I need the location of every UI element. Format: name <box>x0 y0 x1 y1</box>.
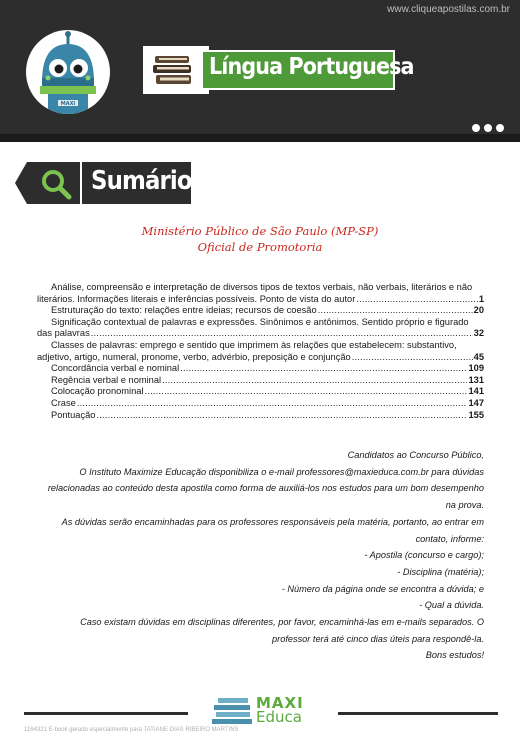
toc-leader-dots <box>318 305 473 317</box>
message-line: As dúvidas serão encaminhadas para os professores responsáveis pela matéria, portanto, ao entrar em <box>61 516 484 527</box>
books-icon <box>151 52 195 88</box>
toc-page-number: 109 <box>468 363 484 374</box>
site-url: www.cliqueapostilas.com.br <box>387 4 510 15</box>
toc-page-number: 131 <box>468 374 484 385</box>
message-line: professor terá até cinco dias úteis para respondê-la. <box>272 633 484 644</box>
toc-page-number: 147 <box>468 397 484 408</box>
toc-item-text: Classes de palavras: emprego e sentido que imprimem às relações que estabelecem: substantivo, <box>51 339 457 350</box>
subject-title: Língua Portuguesa <box>209 54 414 80</box>
message-line: - Disciplina (matéria); <box>397 566 484 577</box>
logo-educa-text: Educa <box>256 708 302 726</box>
toc-page-number: 45 <box>473 351 484 362</box>
toc-leader-dots <box>91 328 473 340</box>
message-line: contato, informe: <box>415 533 484 544</box>
message-line: relacionadas ao conteúdo desta apostila como forma de auxiliá-los nos estudos para um bom desempenho <box>47 483 484 494</box>
dot <box>472 124 480 132</box>
toc-leader-dots <box>162 375 467 387</box>
toc-item[interactable] <box>37 363 484 375</box>
support-message <box>40 447 484 664</box>
toc-leader-dots <box>145 386 468 398</box>
toc-item-text: literários. Informações literais e inferências possíveis. Ponto de vista do autor <box>37 293 356 304</box>
section-title: Sumário <box>91 166 192 196</box>
more-dots-icon[interactable] <box>472 124 504 132</box>
toc-item-text: Estruturação do texto: relações entre ideias; recursos de coesão <box>51 305 317 316</box>
dot <box>484 124 492 132</box>
header-bottom-strip <box>0 134 520 142</box>
toc-item[interactable] <box>37 305 484 317</box>
sumario-banner <box>15 162 191 204</box>
toc-item[interactable] <box>37 282 484 305</box>
subject-icon-tab <box>143 46 209 94</box>
message-line: - Número da página onde se encontra a dúvida; e <box>281 583 484 594</box>
toc-page-number: 1 <box>478 293 484 304</box>
header-band <box>0 0 520 142</box>
toc-item[interactable] <box>37 398 484 410</box>
table-of-contents <box>37 282 484 421</box>
toc-leader-dots <box>96 410 467 422</box>
toc-item-text: das palavras <box>37 328 90 339</box>
footer-divider-right <box>338 712 498 715</box>
toc-item-text: adjetivo, artigo, numeral, pronome, verbo, advérbio, preposição e conjunção <box>37 351 351 362</box>
robot-mascot-icon <box>26 30 110 114</box>
message-line: Candidatos ao Concurso Público, <box>347 450 484 460</box>
toc-page-number: 141 <box>468 386 484 397</box>
message-line: Caso existam dúvidas em disciplinas diferentes, por favor, encaminhá-las em e-mails separados. O <box>80 617 484 628</box>
contest-name: Ministério Público de São Paulo (MP-SP) <box>141 224 379 238</box>
toc-page-number: 32 <box>473 328 484 339</box>
toc-leader-dots <box>352 352 473 364</box>
ebook-footnote: 1164321 E-book gerado especialmente para TATIANE DIAS RIBEIRO MARTINS <box>24 727 239 733</box>
message-line: O Instituto Maximize Educação disponibiliza o e-mail professores@maxieduca.com.br para dúvidas <box>79 466 484 477</box>
dot <box>496 124 504 132</box>
toc-leader-dots <box>356 294 478 306</box>
subject-banner <box>143 46 414 94</box>
contest-position: Oficial de Promotoria <box>197 240 323 254</box>
message-line: Bons estudos! <box>425 650 484 661</box>
mascot-badge-text: MAXI <box>60 101 76 107</box>
toc-item[interactable] <box>37 410 484 422</box>
message-line: na prova. <box>445 500 484 511</box>
toc-item-text: Crase <box>51 397 76 408</box>
toc-item[interactable] <box>37 375 484 387</box>
toc-page-number: 155 <box>468 409 484 420</box>
toc-item[interactable] <box>37 386 484 398</box>
toc-page-number: 20 <box>473 305 484 316</box>
toc-item-text: Concordância verbal e nominal <box>51 363 180 374</box>
message-line: - Qual a dúvida. <box>419 600 484 611</box>
footer-divider-left <box>24 712 188 715</box>
toc-item[interactable] <box>37 317 484 340</box>
logo-books-icon <box>212 698 254 726</box>
toc-item-text: Pontuação <box>51 409 96 420</box>
toc-item-text: Análise, compreensão e interpretação de diversos tipos de textos verbais, não verbais, literários e não <box>51 282 473 292</box>
maxi-educa-logo <box>212 694 312 728</box>
toc-item[interactable] <box>37 340 484 363</box>
toc-item-text: Colocação pronominal <box>51 386 144 397</box>
logo-maxi-text: MAXI <box>256 694 304 712</box>
toc-leader-dots <box>77 398 468 410</box>
message-line: - Apostila (concurso e cargo); <box>364 550 484 561</box>
toc-item-text: Significação contextual de palavras e expressões. Sinônimos e antônimos. Sentido próprio e figurado <box>51 316 469 327</box>
toc-leader-dots <box>180 363 467 375</box>
toc-item-text: Regência verbal e nominal <box>51 374 162 385</box>
